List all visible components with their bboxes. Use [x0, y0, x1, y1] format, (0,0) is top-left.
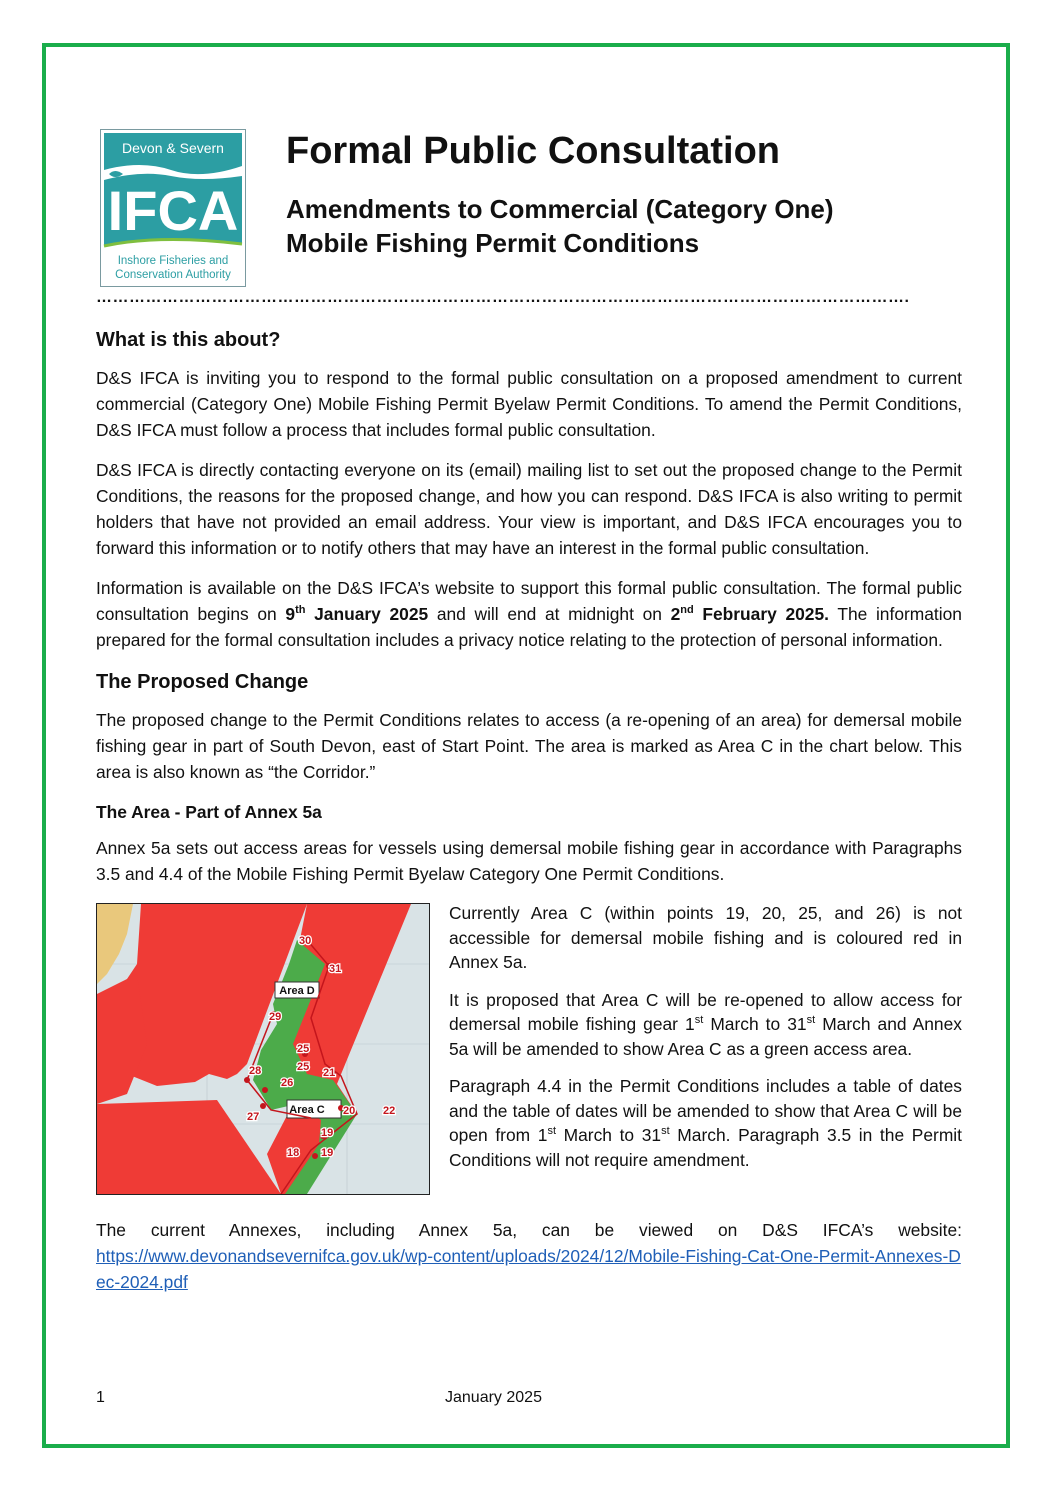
- map-point-29: 29: [269, 1011, 282, 1023]
- map-point-25a: 25: [297, 1043, 310, 1055]
- main-content: [96, 325, 962, 1295]
- map-point-20: 20: [343, 1105, 356, 1117]
- logo-big-text: IFCA: [107, 179, 239, 242]
- change-paragraph: The proposed change to the Permit Conditions relates to access (a re-opening of an area) for demersal mobile fishing gear in part of South Devon, east of Start Point. The area is marked as Area C in the chart below. This area is also known as “the Corridor.”: [96, 710, 962, 782]
- map-point-31: 31: [329, 963, 342, 975]
- map-point-19b: 19: [321, 1147, 334, 1159]
- ifca-logo: [100, 129, 246, 287]
- map-point-27: 27: [247, 1111, 260, 1123]
- map-point-19a: 19: [321, 1127, 334, 1139]
- map-side-text: [449, 901, 962, 1185]
- map-and-text-row: [96, 901, 962, 1217]
- about-paragraph-3: Information is available on the D&S IFCA’s website to support this formal public consultation. The formal public consultation begins on 9th January 2025 and will end at midnight on 2nd February 2025. The information prepared for the formal consultation includes a privacy notice relating to the protection of personal information.: [96, 578, 962, 650]
- annex-paragraph: The current Annexes, including Annex 5a, can be viewed on D&S IFCA’s website:: [96, 1220, 962, 1240]
- annex-5a-map: [96, 903, 430, 1195]
- map-point-21: 21: [323, 1067, 336, 1079]
- map-point-28: 28: [249, 1065, 262, 1077]
- area-paragraph: Annex 5a sets out access areas for vessels using demersal mobile fishing gear in accordance with Paragraphs 3.5 and 4.4 of the Mobile Fishing Permit Byelaw Category One Permit Conditions.: [96, 838, 962, 884]
- about-paragraph-1: D&S IFCA is inviting you to respond to the formal public consultation on a proposed amendment to current commercial (Category One) Mobile Fishing Permit Byelaw Permit Conditions. To amend the Permit Conditions, D&S IFCA must follow a process that includes formal public consultation.: [96, 368, 962, 440]
- map-label-area-c: Area C: [289, 1104, 325, 1116]
- side-paragraph-1: Currently Area C (within points 19, 20, 25, and 26) is not accessible for demersal mobile fishing and is coloured red in Annex 5a.: [449, 903, 962, 972]
- map-point-25b: 25: [297, 1061, 310, 1073]
- footer-date: January 2025: [445, 1389, 542, 1406]
- map-label-area-d: Area D: [279, 985, 315, 997]
- map-point-26: 26: [281, 1077, 294, 1089]
- logo-line3: Conservation Authority: [115, 269, 231, 281]
- logo-line2: Inshore Fisheries and: [117, 255, 229, 267]
- page-number: 1: [96, 1389, 105, 1406]
- heading-what-is-this-about: What is this about?: [96, 329, 281, 351]
- dotted-divider: ………………………………………………………………………………………………………………………………….: [96, 289, 910, 306]
- side-paragraph-3: Paragraph 4.4 in the Permit Conditions includes a table of dates and the table of dates will be amended to show that Area C will be open from 1st March to 31st March. Paragraph 3.5 in the Permit Conditions will not require amendment.: [449, 1076, 962, 1170]
- map-point-30: 30: [299, 935, 312, 947]
- logo-line1: Devon & Severn: [122, 140, 224, 156]
- about-paragraph-2: D&S IFCA is directly contacting everyone on its (email) mailing list to set out the proposed change to the Permit Conditions, the reasons for the proposed change, and how you can respond. D&S IFCA is also writing to permit holders that have not provided an email address. Your view is important, and D&S IFCA encourages you to forward this information or to notify others that may have an interest in the formal public consultation.: [96, 460, 962, 558]
- annex-link[interactable]: https://www.devonandsevernifca.gov.uk/wp-content/uploads/2024/12/Mobile-Fishing-Cat-One-Permit-Annexes-Dec-2024.pdf: [96, 1246, 961, 1292]
- heading-area-annex-5a: The Area - Part of Annex 5a: [96, 802, 322, 822]
- subtitle-line-1: Amendments to Commercial (Category One): [286, 194, 834, 224]
- page-subtitle: [286, 192, 926, 260]
- side-paragraph-2: It is proposed that Area C will be re-opened to allow access for demersal mobile fishing gear 1st March to 31st March and Annex 5a will be amended to show Area C as a green access area.: [449, 989, 962, 1059]
- map-point-22: 22: [383, 1105, 396, 1117]
- heading-proposed-change: The Proposed Change: [96, 671, 309, 693]
- subtitle-line-2: Mobile Fishing Permit Conditions: [286, 228, 700, 258]
- annex-link-paragraph: [96, 1243, 962, 1295]
- page-title: Formal Public Consultation: [286, 130, 781, 172]
- map-point-18: 18: [287, 1147, 300, 1159]
